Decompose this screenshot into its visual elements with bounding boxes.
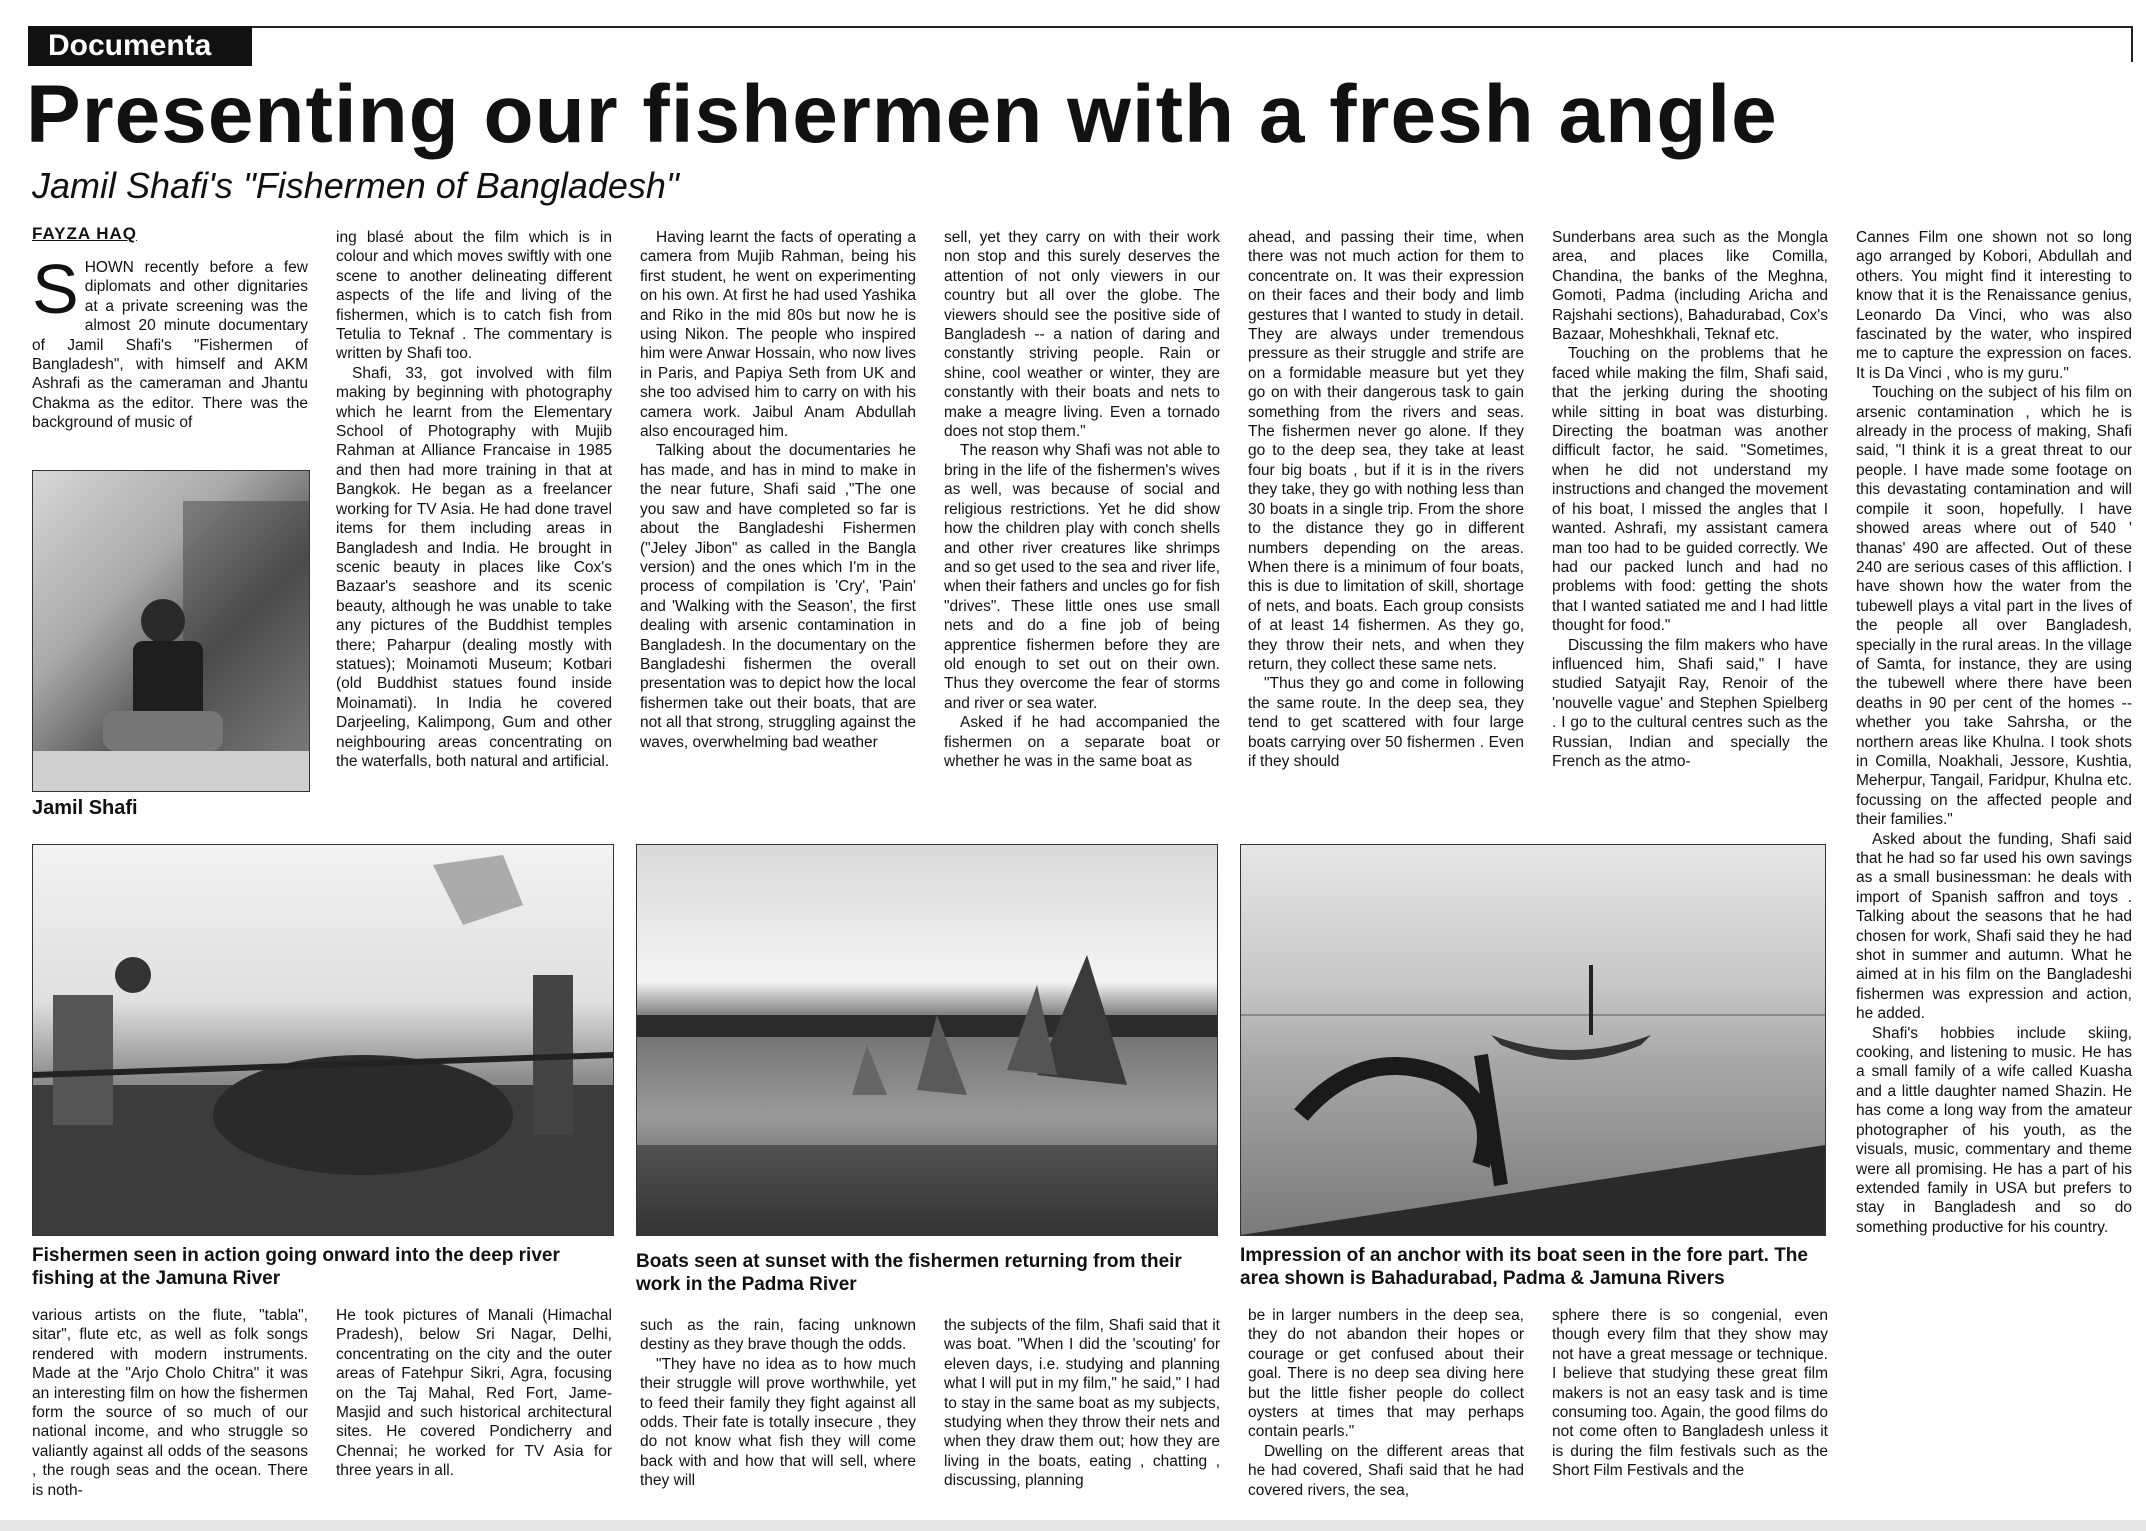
caption-photo-1: Fishermen seen in action going onward into the deep river fishing at the Jamuna River <box>32 1245 560 1289</box>
article-paragraph: sell, yet they carry on with their work non stop and this surely deserves the attention of not only viewers in our country but all over the globe. The viewers should see the positive side of Bangladesh -- a nation of daring and constantly striving people. Rain or shine, cool weather or winter, they are constantly with their boats and nets to make a meagre living. Even a tornado does not stop them." <box>944 229 1220 441</box>
column-4-bottom <box>944 1316 1220 1506</box>
column-7 <box>1856 228 2132 1428</box>
column-2-top <box>336 228 612 826</box>
photo-boats-sunset <box>636 844 1218 1236</box>
fishermen-image <box>33 845 613 1235</box>
drop-cap: S <box>32 258 79 328</box>
photo-fishermen-jamuna <box>32 844 614 1236</box>
column-6-top <box>1552 228 1828 826</box>
article-paragraph: Dwelling on the different areas that he had covered, Shafi said that he had covered rivers, the sea, <box>1248 1442 1524 1499</box>
article-paragraph: He took pictures of Manali (Himachal Pradesh), below Sri Nagar, Delhi, concentrating on the city and the outer areas of Fatehpur Sikri, Agra, focusing on the Taj Mahal, Red Fort, Jame-Masjid and such historical architectural sites. He covered Pondicherry and Chennai; he worked for TV Asia for three years in all. <box>336 1307 612 1480</box>
portrait-caption: Jamil Shafi <box>32 797 138 819</box>
sailboats-image <box>637 845 1217 1235</box>
byline: FAYZA HAQ <box>32 224 138 243</box>
article-paragraph: ing blasé about the film which is in colour and which moves swiftly with one scene to another delineating different aspects of the life and living of the fishermen, which is to catch fish from Tetulia to Teknaf . The commentary is written by Shafi too. <box>336 229 612 363</box>
article-paragraph: be in larger numbers in the deep sea, they do not abandon their hopes or courage or get confused about their goal. There is no deep sea diving here but the little fisher people do collect oysters at times that may perhaps contain pearls." <box>1248 1307 1524 1441</box>
article-paragraph: The reason why Shafi was not able to bring in the life of the fishermen's wives as well, was because of social and religious restrictions. Yet he did show how the children play with conch shells and other river creatures like shrimps and so get used to the sea and river life, when their fathers and uncles go for fish "drives". These little ones use small nets and do a fine job of being apprentice fishermen before they are old enough to set out on their own. Thus they overcome the fear of storms and river or sea water. <box>944 442 1220 712</box>
page-bottom-strip <box>0 1520 2146 1531</box>
article-paragraph: "Thus they go and come in following the same route. In the deep sea, they tend to get scattered with four large boats carrying over 50 fishermen . Even if they should <box>1248 675 1524 770</box>
column-6-bottom <box>1552 1306 1828 1506</box>
article-paragraph: Discussing the film makers who have influenced him, Shafi said," I have studied Satyajit Ray, Renoir of the 'nouvelle vague' and Stephen Spielberg . I go to the cultural centres such as the Russian, Indian and specially the French as the atmo- <box>1552 636 1828 770</box>
column-3-top <box>640 228 916 826</box>
article-paragraph: SHOWN recently before a few diplomats and other dignitaries at a private screening was the almost 20 minute documentary of Jamil Shafi's "Fishermen of Bangladesh", with himself and AKM Ashrafi as the cameraman and Jhantu Chakma as the editor. There was the background of music of <box>32 258 308 432</box>
subheadline: Jamil Shafi's "Fishermen of Bangladesh" <box>32 165 679 206</box>
article-paragraph: Asked if he had accompanied the fishermen on a separate boat or whether he was in the same boat as <box>944 714 1220 770</box>
article-paragraph: various artists on the flute, "tabla", sitar", flute etc, as well as folk songs rendered with modern instruments. Made at the "Arjo Cholo Chitra" it was an interesting film on how the fishermen form the source of so much of our national income, and who struggle so valiantly against all odds of the seasons , the rough seas and the ocean. There is noth- <box>32 1307 308 1499</box>
header-rule <box>28 26 2133 62</box>
article-paragraph: such as the rain, facing unknown destiny as they brave though the odds. <box>640 1317 916 1354</box>
column-3-bottom <box>640 1316 916 1506</box>
caption-photo-2: Boats seen at sunset with the fishermen returning from their work in the Padma River <box>636 1251 1182 1295</box>
column-4-top <box>944 228 1220 826</box>
headline: Presenting our fishermen with a fresh angle <box>26 69 1778 160</box>
column-1-bottom <box>32 1306 308 1506</box>
article-paragraph: Having learnt the facts of operating a camera from Mujib Rahman, being his first student, he went on experimenting on his own. At first he had used Yashika and Riko in the mid 80s but now he is using Nikon. The people who inspired him were Anwar Hossain, who now lives in Paris, and Papiya Seth from UK and she too advised him to carry on with his camera work. Jaibul Anam Abdullah also encouraged him. <box>640 229 916 441</box>
column-1-top <box>32 258 308 450</box>
article-paragraph: Touching on the subject of his film on arsenic contamination , which he is already in the process of making, Shafi said, "I think it is a great threat to our people. I have made some footage on this devastating contamination and will compile it soon, hopefully. I have showed areas where out of 540 ' thanas' 490 are affected. Out of these 240 are serious cases of this affliction. I have shown how the water from the tubewell plays a vital part in the lives of the people all over Bangladesh, specially in the rural areas. In the village of Samta, for instance, they are using the tubewell where there have been deaths in 90 per cent of the homes -- whether you take Sahrsha, or the northern areas like Khulna. I took shots in Comilla, Noakhali, Jessore, Kushtia, Meherpur, Tangail, Faridpur, Khulna etc. focussing on the affected people and their families." <box>1856 384 2132 829</box>
article-paragraph: Touching on the problems that he faced while making the film, Shafi said, that the jerking during the shooting while sitting in boat was disturbing. Directing the boatman was another difficult factor, he said. "Sometimes, when he did not understand my instructions and changed the movement of his boat, I missed the angles that I wanted. Ashrafi, my assistant camera man too had to be guided correctly. We had our packed lunch and had no problems with food: getting the shots that I wanted satiated me and I had little thought for food." <box>1552 345 1828 635</box>
photo-anchor-boat <box>1240 844 1826 1236</box>
article-paragraph: Shafi's hobbies include skiing, cooking, and listening to music. He has a small family of a wife called Kuasha and a little daughter named Shazin. He has come a long way from the amateur photographer of his youth, as the visuals, music, commentary and theme were all promising. He has a part of his extended family in USA but prefers to stay in Bangladesh and so do something productive for his country. <box>1856 1024 2132 1236</box>
portrait-photo <box>32 470 310 792</box>
caption-photo-3: Impression of an anchor with its boat seen in the fore part. The area shown is Bahadurabad, Padma & Jamuna Rivers <box>1240 1245 1808 1289</box>
column-2-bottom <box>336 1306 612 1506</box>
article-paragraph: Asked about the funding, Shafi said that he had so far used his own savings as a small businessman: he deals with import of Spanish saffron and toys . Talking about the seasons that he had chosen for work, Shafi said they he had shot in summer and autumn. What he aimed at in his film on the Bangladeshi fishermen was expression and action, he added. <box>1856 830 2132 1023</box>
column-5-bottom <box>1248 1306 1524 1506</box>
article-paragraph: Cannes Film one shown not so long ago arranged by Kobori, Abdullah and others. You might find it interesting to know that it is the Renaissance genius, Leonardo Da Vinci, who was also fascinated by the water, who inspired me to capture the expression on faces. It is Da Vinci , who is my guru." <box>1856 229 2132 382</box>
article-paragraph: sphere there is so congenial, even though every film that they show may not have a great message or technique. I believe that studying these great film makers is not an easy task and is time consuming too. Again, the good films do not come often to Bangladesh unless it is during the film festivals such as the Short Film Festivals and the <box>1552 1307 1828 1480</box>
portrait-image <box>33 471 309 791</box>
column-5-top <box>1248 228 1524 826</box>
section-tag: Documenta <box>28 26 252 66</box>
article-paragraph: the subjects of the film, Shafi said that it was boat. "When I did the 'scouting' for eleven days, i.e. studying and planning what I will put in my film," he said," I had to stay in the same boat as my subjects, studying when they throw their nets and when they draw them out; how they are living in the boats, eating , chatting , discussing, planning <box>944 1317 1220 1490</box>
article-paragraph: ahead, and passing their time, when there was not much action for them to concentrate on. It was their expression on their faces and their body and limb gestures that I wanted to study in detail. They are always under tremendous pressure as their struggle and strife are on a formidable measure but yet they go on with their dangerous task to gain something from the rivers and seas. The fishermen never go alone. If they go to the deep sea, they take at least four big boats , but if it is in the rivers they take, they go with nothing less than 30 boats in a single trip. From the shore to the distance they go in different numbers depending on the areas. When there is a minimum of four boats, this is due to limitation of skill, shortage of nets, and boats. Each group consists of at least 14 fishermen. As they go, they throw their nets, and when they return, they collect these same nets. <box>1248 229 1524 673</box>
article-paragraph: Talking about the documentaries he has made, and has in mind to make in the near future, Shafi said ,"The one you saw and have completed so far is about the Bangladeshi Fishermen ("Jeley Jibon" as called in the Bangla version) and the ones which I'm in the process of compilation is 'Cry', 'Pain' and 'Walking with the Season', the first dealing with arsenic contamination in Bangladesh. In the documentary on the Bangladeshi fishermen the overall presentation was to depict how the local fishermen take out their boats, that are not all that strong, struggling against the waves, overwhelming bad weather <box>640 442 916 751</box>
article-paragraph: "They have no idea as to how much their struggle will prove worthwhile, yet to feed their family they fight against all odds. Their fate is totally insecure , they do not know what fish they will come back with and how that will sell, where they will <box>640 1355 916 1490</box>
article-paragraph: Sunderbans area such as the Mongla area, and places like Comilla, Chandina, the banks of the Meghna, Gomoti, Padma (including Aricha and Rajshahi sections), Bahadurabad, Cox's Bazaar, Moheshkhali, Teknaf etc. <box>1552 229 1828 344</box>
article-paragraph: Shafi, 33, got involved with film making by beginning with photography which he learnt from the Elementary School of Photography with Mujib Rahman at Alliance Francaise in 1985 and then had more training in that at Bangkok. He began as a freelancer working for TV Asia. He had done travel items for them including areas in Bangladesh and India. He brought in scenic beauty in places like Cox's Bazaar's seashore and its scenic beauty, although he was unable to take any pictures of the Buddhist temples there; Paharpur (dealing mostly with statues); Moinamoti Museum; Kotbari (old Buddhist statues found inside Moinamati). In India he covered Darjeeling, Kalimpong, Gum and other neighbouring areas concentrating on the waterfalls, both natural and artificial. <box>336 364 612 770</box>
anchor-image <box>1241 845 1825 1235</box>
